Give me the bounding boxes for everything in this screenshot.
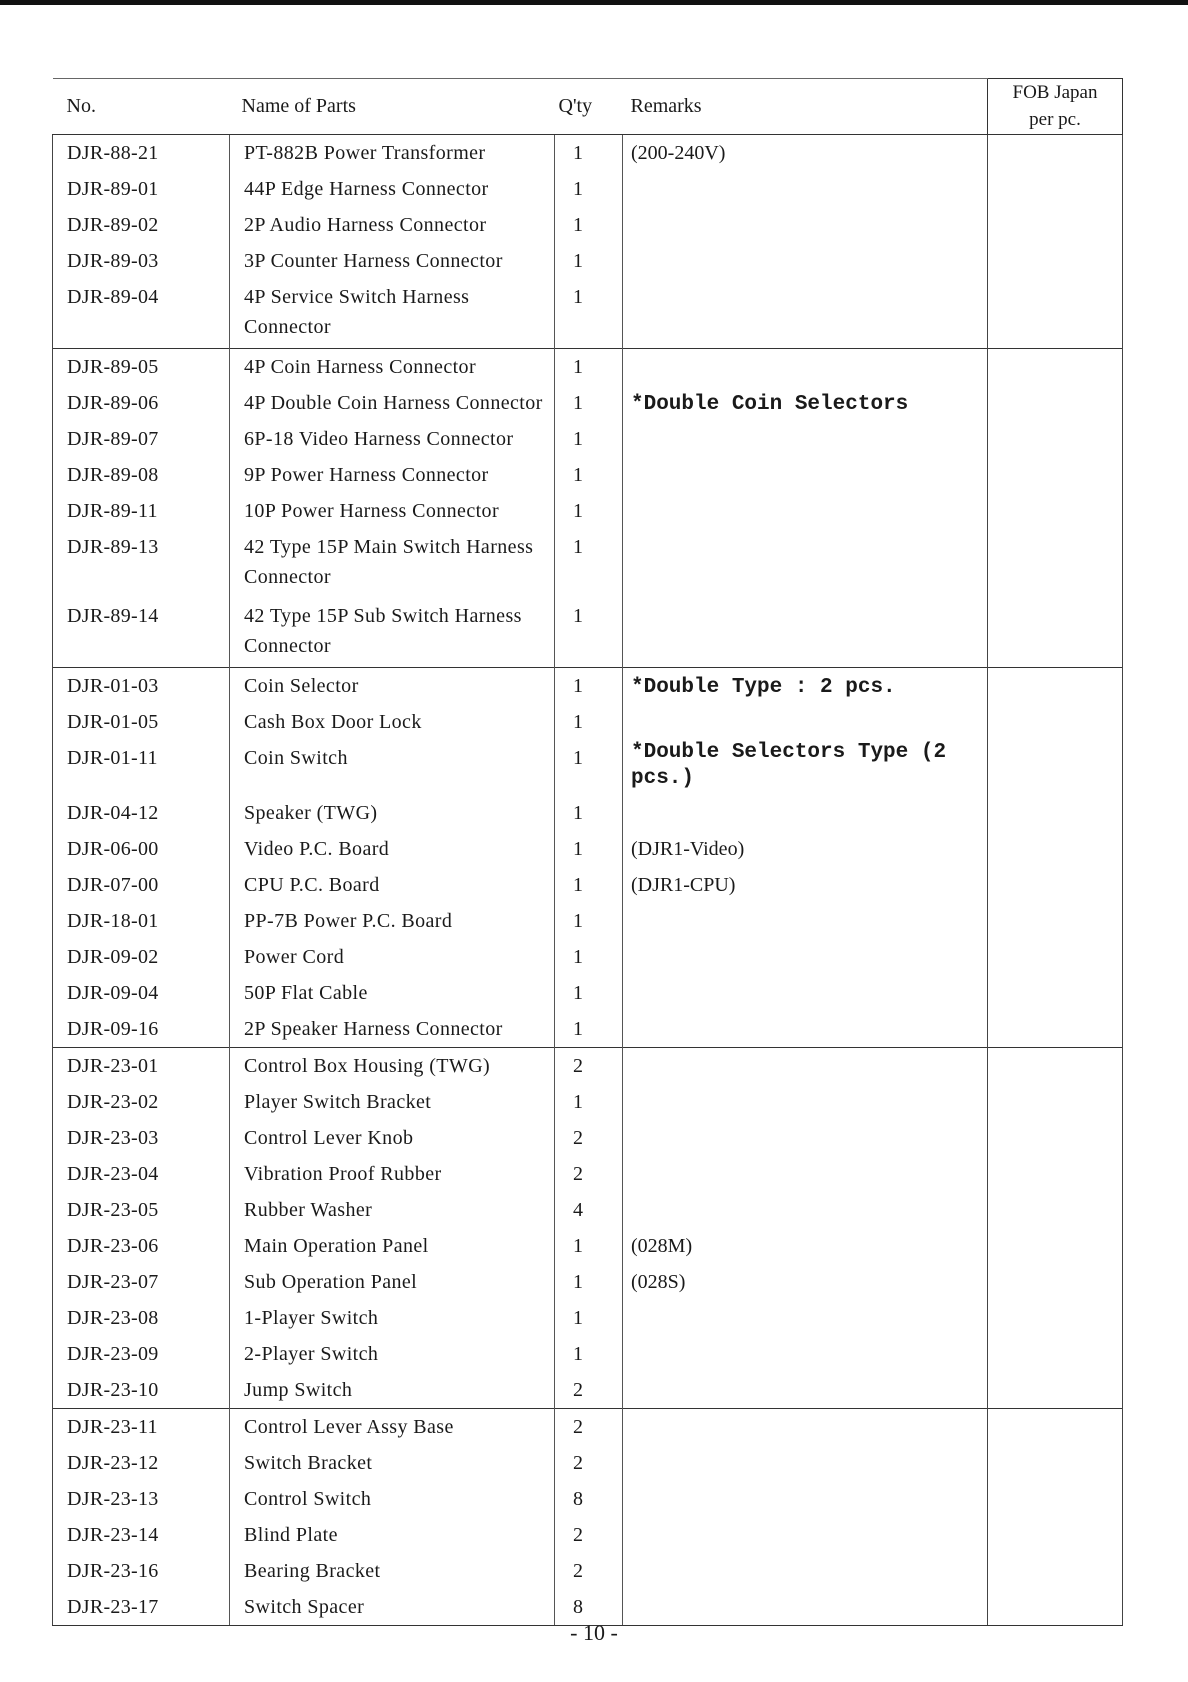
part-number-cell: DJR-01-03 (53, 668, 230, 705)
part-number-cell: DJR-23-17 (53, 1589, 230, 1626)
part-number-cell: DJR-89-04 (53, 279, 230, 349)
table-row (53, 1300, 1123, 1336)
part-number-cell: DJR-89-06 (53, 385, 230, 421)
table-row (53, 1120, 1123, 1156)
remarks-cell (623, 939, 988, 975)
table-row (53, 1156, 1123, 1192)
remarks-cell (623, 668, 988, 705)
remarks-cell (623, 1120, 988, 1156)
part-number-cell: DJR-89-01 (53, 171, 230, 207)
part-name-cell: Vibration Proof Rubber (230, 1156, 555, 1192)
table-header (53, 79, 1123, 135)
part-name-cell: 4P Service Switch Harness Connector (230, 279, 555, 349)
part-name-cell: PT-882B Power Transformer (230, 135, 555, 172)
part-name-cell: PP-7B Power P.C. Board (230, 903, 555, 939)
table-row (53, 831, 1123, 867)
part-name-cell: Bearing Bracket (230, 1553, 555, 1589)
part-name-cell: Video P.C. Board (230, 831, 555, 867)
fob-price-cell (988, 1481, 1123, 1517)
remarks-cell (623, 279, 988, 349)
remarks-cell: (200-240V) (623, 135, 988, 172)
remarks-cell (623, 1336, 988, 1372)
part-number-cell: DJR-89-13 (53, 529, 230, 598)
part-number-cell: DJR-01-05 (53, 704, 230, 740)
header-fob (988, 79, 1123, 135)
remarks-cell (623, 1553, 988, 1589)
remarks-cell: (DJR1-CPU) (623, 867, 988, 903)
table-row (53, 903, 1123, 939)
part-number-cell: DJR-23-10 (53, 1372, 230, 1409)
part-number-cell: DJR-23-09 (53, 1336, 230, 1372)
fob-price-cell (988, 1553, 1123, 1589)
part-name-cell: Coin Selector (230, 668, 555, 705)
remarks-cell (623, 385, 988, 421)
fob-price-cell (988, 1120, 1123, 1156)
part-name-cell: Control Lever Knob (230, 1120, 555, 1156)
part-name-cell: 42 Type 15P Sub Switch Harness Connector (230, 598, 555, 668)
part-name-cell: Main Operation Panel (230, 1228, 555, 1264)
part-number-cell: DJR-23-01 (53, 1048, 230, 1085)
remarks-cell (623, 457, 988, 493)
part-number-cell: DJR-23-04 (53, 1156, 230, 1192)
fob-price-cell (988, 903, 1123, 939)
quantity-cell: 1 (555, 1084, 623, 1120)
remarks-cell (623, 1156, 988, 1192)
part-name-cell: Rubber Washer (230, 1192, 555, 1228)
quantity-cell: 1 (555, 421, 623, 457)
fob-price-cell (988, 279, 1123, 349)
remarks-cell (623, 975, 988, 1011)
fob-price-cell (988, 939, 1123, 975)
quantity-cell: 2 (555, 1120, 623, 1156)
table-row (53, 704, 1123, 740)
fob-price-cell (988, 349, 1123, 386)
part-name-cell: 2P Speaker Harness Connector (230, 1011, 555, 1048)
quantity-cell: 1 (555, 1336, 623, 1372)
quantity-cell: 2 (555, 1445, 623, 1481)
quantity-cell: 1 (555, 457, 623, 493)
table-row (53, 1264, 1123, 1300)
fob-price-cell (988, 457, 1123, 493)
quantity-cell: 1 (555, 385, 623, 421)
remarks-cell (623, 171, 988, 207)
part-number-cell: DJR-89-03 (53, 243, 230, 279)
fob-price-cell (988, 1372, 1123, 1409)
part-name-cell: 6P-18 Video Harness Connector (230, 421, 555, 457)
remarks-cell (623, 795, 988, 831)
quantity-cell: 1 (555, 279, 623, 349)
remarks-cell (623, 1372, 988, 1409)
quantity-cell: 1 (555, 1264, 623, 1300)
fob-price-cell (988, 1300, 1123, 1336)
quantity-cell: 1 (555, 207, 623, 243)
header-remarks: Remarks (623, 79, 988, 135)
quantity-cell: 2 (555, 1409, 623, 1446)
part-number-cell: DJR-89-08 (53, 457, 230, 493)
header-qty: Q'ty (555, 79, 623, 135)
remarks-cell (623, 207, 988, 243)
quantity-cell: 8 (555, 1589, 623, 1626)
fob-price-cell (988, 1445, 1123, 1481)
remarks-cell (623, 704, 988, 740)
part-name-cell: Switch Spacer (230, 1589, 555, 1626)
part-number-cell: DJR-89-07 (53, 421, 230, 457)
parts-list-page (52, 78, 1122, 1626)
table-row (53, 1011, 1123, 1048)
table-body (53, 135, 1123, 1626)
table-row (53, 867, 1123, 903)
fob-price-cell (988, 740, 1123, 795)
header-fob-line2: per pc. (1029, 108, 1081, 130)
table-row (53, 939, 1123, 975)
fob-price-cell (988, 1156, 1123, 1192)
fob-price-cell (988, 171, 1123, 207)
part-name-cell: CPU P.C. Board (230, 867, 555, 903)
part-name-cell: Jump Switch (230, 1372, 555, 1409)
fob-price-cell (988, 1264, 1123, 1300)
quantity-cell: 1 (555, 171, 623, 207)
fob-price-cell (988, 975, 1123, 1011)
quantity-cell: 2 (555, 1517, 623, 1553)
quantity-cell: 1 (555, 1228, 623, 1264)
fob-price-cell (988, 598, 1123, 668)
part-name-cell: Control Box Housing (TWG) (230, 1048, 555, 1085)
part-name-cell: Control Switch (230, 1481, 555, 1517)
table-row (53, 668, 1123, 705)
header-fob-line1: FOB Japan (1012, 81, 1098, 103)
part-name-cell: Blind Plate (230, 1517, 555, 1553)
fob-price-cell (988, 493, 1123, 529)
table-row (53, 421, 1123, 457)
fob-price-cell (988, 704, 1123, 740)
table-row (53, 1084, 1123, 1120)
part-number-cell: DJR-07-00 (53, 867, 230, 903)
fob-price-cell (988, 1084, 1123, 1120)
part-number-cell: DJR-88-21 (53, 135, 230, 172)
remarks-cell (623, 1445, 988, 1481)
header-no: No. (53, 79, 230, 135)
quantity-cell: 1 (555, 939, 623, 975)
remarks-cell (623, 493, 988, 529)
quantity-cell: 1 (555, 668, 623, 705)
part-name-cell: Sub Operation Panel (230, 1264, 555, 1300)
remarks-cell (623, 1517, 988, 1553)
table-row (53, 1445, 1123, 1481)
table-row (53, 1228, 1123, 1264)
table-row (53, 493, 1123, 529)
top-edge-bar (0, 0, 1188, 5)
remarks-cell: (DJR1-Video) (623, 831, 988, 867)
part-name-cell: 2P Audio Harness Connector (230, 207, 555, 243)
part-name-cell: 42 Type 15P Main Switch Harness Connector (230, 529, 555, 598)
fob-price-cell (988, 1517, 1123, 1553)
part-name-cell: 9P Power Harness Connector (230, 457, 555, 493)
part-number-cell: DJR-89-05 (53, 349, 230, 386)
quantity-cell: 1 (555, 867, 623, 903)
quantity-cell: 4 (555, 1192, 623, 1228)
table-row (53, 1048, 1123, 1085)
part-name-cell: 3P Counter Harness Connector (230, 243, 555, 279)
part-name-cell: Cash Box Door Lock (230, 704, 555, 740)
part-number-cell: DJR-09-16 (53, 1011, 230, 1048)
part-number-cell: DJR-23-11 (53, 1409, 230, 1446)
remarks-cell (623, 598, 988, 668)
fob-price-cell (988, 668, 1123, 705)
parts-table (52, 78, 1123, 1626)
quantity-cell: 2 (555, 1156, 623, 1192)
part-name-cell: 4P Coin Harness Connector (230, 349, 555, 386)
fob-price-cell (988, 243, 1123, 279)
table-row (53, 135, 1123, 172)
part-name-cell: 50P Flat Cable (230, 975, 555, 1011)
remarks-cell (623, 421, 988, 457)
table-row (53, 279, 1123, 349)
remarks-cell (623, 1409, 988, 1446)
remarks-cell: (028S) (623, 1264, 988, 1300)
fob-price-cell (988, 135, 1123, 172)
table-row (53, 529, 1123, 598)
quantity-cell: 1 (555, 135, 623, 172)
remarks-cell (623, 1011, 988, 1048)
quantity-cell: 1 (555, 740, 623, 795)
remarks-cell (623, 1300, 988, 1336)
remarks-cell: (028M) (623, 1228, 988, 1264)
table-row (53, 385, 1123, 421)
part-name-cell: Speaker (TWG) (230, 795, 555, 831)
part-number-cell: DJR-04-12 (53, 795, 230, 831)
part-name-cell: Coin Switch (230, 740, 555, 795)
remarks-note: *Double Coin Selectors (631, 393, 909, 416)
table-row (53, 171, 1123, 207)
fob-price-cell (988, 1011, 1123, 1048)
fob-price-cell (988, 529, 1123, 598)
table-row (53, 1481, 1123, 1517)
part-number-cell: DJR-23-06 (53, 1228, 230, 1264)
part-name-cell: 1-Player Switch (230, 1300, 555, 1336)
fob-price-cell (988, 421, 1123, 457)
part-number-cell: DJR-09-04 (53, 975, 230, 1011)
fob-price-cell (988, 1409, 1123, 1446)
table-row (53, 1372, 1123, 1409)
table-row (53, 243, 1123, 279)
part-number-cell: DJR-23-08 (53, 1300, 230, 1336)
table-row (53, 1517, 1123, 1553)
page-number: - 10 - (570, 1620, 618, 1645)
fob-price-cell (988, 867, 1123, 903)
part-number-cell: DJR-89-11 (53, 493, 230, 529)
quantity-cell: 1 (555, 1300, 623, 1336)
remarks-cell (623, 529, 988, 598)
part-number-cell: DJR-06-00 (53, 831, 230, 867)
table-row (53, 975, 1123, 1011)
part-number-cell: DJR-23-05 (53, 1192, 230, 1228)
fob-price-cell (988, 1048, 1123, 1085)
part-number-cell: DJR-23-16 (53, 1553, 230, 1589)
quantity-cell: 1 (555, 795, 623, 831)
quantity-cell: 8 (555, 1481, 623, 1517)
part-name-cell: 44P Edge Harness Connector (230, 171, 555, 207)
table-row (53, 1409, 1123, 1446)
fob-price-cell (988, 1336, 1123, 1372)
table-row (53, 457, 1123, 493)
quantity-cell: 2 (555, 1553, 623, 1589)
part-number-cell: DJR-89-14 (53, 598, 230, 668)
remarks-note: *Double Type : 2 pcs. (631, 676, 896, 699)
quantity-cell: 1 (555, 529, 623, 598)
quantity-cell: 2 (555, 1372, 623, 1409)
quantity-cell: 1 (555, 975, 623, 1011)
quantity-cell: 1 (555, 493, 623, 529)
fob-price-cell (988, 1192, 1123, 1228)
fob-price-cell (988, 795, 1123, 831)
quantity-cell: 1 (555, 598, 623, 668)
table-row (53, 349, 1123, 386)
remarks-cell (623, 740, 988, 795)
part-name-cell: 2-Player Switch (230, 1336, 555, 1372)
quantity-cell: 1 (555, 349, 623, 386)
part-name-cell: 4P Double Coin Harness Connector (230, 385, 555, 421)
quantity-cell: 2 (555, 1048, 623, 1085)
table-row (53, 1553, 1123, 1589)
fob-price-cell (988, 831, 1123, 867)
part-name-cell: Player Switch Bracket (230, 1084, 555, 1120)
part-name-cell: Control Lever Assy Base (230, 1409, 555, 1446)
remarks-cell (623, 903, 988, 939)
remarks-note: *Double Selectors Type (2 pcs.) (631, 741, 959, 790)
part-number-cell: DJR-23-03 (53, 1120, 230, 1156)
part-name-cell: Power Cord (230, 939, 555, 975)
part-number-cell: DJR-23-14 (53, 1517, 230, 1553)
table-row (53, 207, 1123, 243)
part-number-cell: DJR-18-01 (53, 903, 230, 939)
remarks-cell (623, 1192, 988, 1228)
part-number-cell: DJR-01-11 (53, 740, 230, 795)
quantity-cell: 1 (555, 243, 623, 279)
quantity-cell: 1 (555, 704, 623, 740)
part-name-cell: 10P Power Harness Connector (230, 493, 555, 529)
table-row (53, 740, 1123, 795)
table-row (53, 598, 1123, 668)
fob-price-cell (988, 207, 1123, 243)
quantity-cell: 1 (555, 1011, 623, 1048)
table-row (53, 795, 1123, 831)
fob-price-cell (988, 385, 1123, 421)
part-number-cell: DJR-23-02 (53, 1084, 230, 1120)
table-row (53, 1336, 1123, 1372)
quantity-cell: 1 (555, 831, 623, 867)
part-number-cell: DJR-89-02 (53, 207, 230, 243)
remarks-cell (623, 1084, 988, 1120)
part-name-cell: Switch Bracket (230, 1445, 555, 1481)
remarks-cell (623, 1481, 988, 1517)
fob-price-cell (988, 1228, 1123, 1264)
part-number-cell: DJR-09-02 (53, 939, 230, 975)
remarks-cell (623, 243, 988, 279)
part-number-cell: DJR-23-12 (53, 1445, 230, 1481)
table-row (53, 1192, 1123, 1228)
quantity-cell: 1 (555, 903, 623, 939)
part-number-cell: DJR-23-13 (53, 1481, 230, 1517)
header-name: Name of Parts (230, 79, 555, 135)
part-number-cell: DJR-23-07 (53, 1264, 230, 1300)
remarks-cell (623, 1048, 988, 1085)
remarks-cell (623, 349, 988, 386)
